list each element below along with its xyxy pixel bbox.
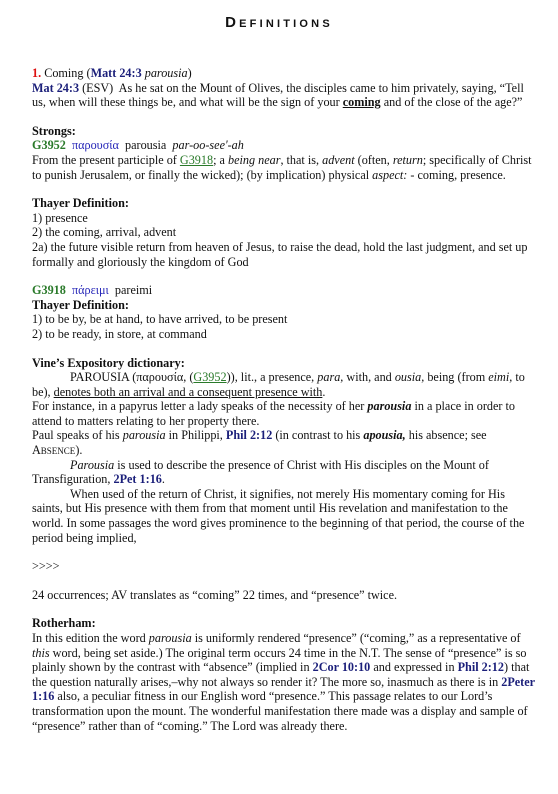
strongs-def-text: , that is, [280, 152, 320, 167]
occurrences-text: 24 occurrences; AV translates as “coming” 22 times, and “presence” twice. [32, 587, 398, 602]
strongs-def-text: ; specifically of Christ to punish Jerusalem, or finally the wicked); (by implication) physical [32, 152, 532, 182]
thayer-item: 2a) the future visible return from heaven of Jesus, to raise the dead, hold the last judgment, and set up formally and gloriously the kingdom of God [32, 239, 528, 269]
vine-paragraph-1 [32, 370, 538, 399]
vine-text: is used to describe the presence of Christ with His disciples on the Mount of Transfiguration, [32, 457, 489, 487]
vine-italic: para, [317, 370, 344, 385]
vine-paragraph-4 [32, 458, 538, 487]
vine-italic: eimi, [488, 370, 513, 385]
thayer-item: 2) the coming, arrival, advent [32, 225, 177, 240]
rotherham-link-2cor[interactable]: 2Cor 10:10 [312, 660, 371, 675]
vine-bold-italic: parousia [367, 399, 412, 414]
vine-text: to be), [32, 370, 525, 399]
vine-paragraph-5: When used of the return of Christ, it signifies, not merely His momentary coming for His saints, but His presence with them from that moment until His revelation and manifestation to the world. In some passages the word gives prominence to the beginning of that period, the course of the period being implied, [32, 486, 525, 545]
vine-heading: Vine’s Expository dictionary: [32, 355, 185, 370]
strongs-def-italic: return [392, 152, 423, 167]
strongs2-number: G3918 [32, 283, 66, 298]
vine-link-2pet[interactable]: 2Pet 1:16 [113, 472, 162, 487]
vine-text: being (from [427, 370, 486, 385]
strongs-def-italic: aspect: [372, 167, 408, 182]
vine-italic: parousia [122, 428, 166, 443]
verse-part-b: and of the close of the age?” [383, 95, 523, 110]
vine-paragraph-3 [32, 428, 538, 457]
vine-text: . [161, 472, 165, 487]
vine-text: in Philippi, [168, 428, 223, 443]
strongs-def-text: - coming, presence. [410, 167, 506, 182]
thayer2-item: 2) to be ready, in store, at command [32, 326, 207, 341]
entry-line: 1. Coming (Matt 24:3 parousia) [32, 66, 192, 80]
vine-text: (in contrast to his [275, 428, 361, 443]
strongs2-greek: πάρειμι [71, 283, 109, 298]
thayer2-heading: Thayer Definition: [32, 297, 129, 312]
rotherham-italic: parousia [148, 631, 192, 645]
vine-text: , ( [183, 370, 194, 385]
vine-link-phil[interactable]: Phil 2:12 [225, 428, 273, 443]
verse-ref-link[interactable]: Mat 24:3 [32, 80, 80, 95]
vine-greek: παρουσία [136, 370, 184, 385]
verse-text [32, 81, 538, 110]
vine-text: PAROUSIA ( [70, 370, 137, 385]
vine-text: )), lit., a presence, [226, 370, 315, 385]
entry-ref-link[interactable]: Matt 24:3 [90, 66, 142, 80]
verse-keyword: coming [342, 95, 381, 110]
vine-link-g3952[interactable]: G3952 [193, 370, 227, 385]
page-title: Definitions [225, 14, 333, 31]
vine-underlined: denotes both an arrival and a consequent presence with [53, 384, 323, 399]
thayer2-item: 1) to be by, be at hand, to have arrived, to be present [32, 312, 288, 327]
strongs-heading: Strongs: [32, 123, 76, 138]
rotherham-text: also, a peculiar fitness in our English word “presence.” This passage relates to our Lord’s transformation upon the mount. The wonderful manifestation there made was a display and sample of “presence” rather than of “coming.” The Lord was already there. [32, 689, 528, 733]
strongs-def-text: (often, [357, 152, 390, 167]
vine-paragraph-2 [32, 399, 538, 428]
rotherham-text: and expressed in [373, 660, 455, 675]
rotherham-text: word, being set aside.) The original term occurs 24 time in the N.T. The sense of “presence” is so plainly shown by the contrast with “absence” (implied in [32, 645, 527, 675]
vine-text: Paul speaks of his [32, 428, 120, 443]
thayer-item: 1) presence [32, 210, 88, 225]
strongs-def-text: ; a [213, 152, 225, 167]
strongs-def-text: From the present participle of [32, 152, 177, 167]
document-body [32, 66, 538, 733]
strongs-line [32, 138, 538, 153]
entry-greek: parousia [144, 66, 188, 80]
strongs-def-italic: advent [322, 152, 355, 167]
vine-bold-italic: apousia, [363, 428, 406, 443]
strongs-translit: parousia [125, 138, 167, 153]
rotherham-paragraph [32, 631, 538, 733]
thayer-heading: Thayer Definition: [32, 196, 129, 211]
verse-part-a: As he sat on the Mount of Olives, the disciples came to him privately, saying, “Tell us, when will these things be, and what will be the sign of your [32, 80, 524, 110]
strongs-greek: παρουσία [71, 138, 119, 153]
vine-small-caps: Absence [32, 443, 76, 458]
vine-text: . [322, 384, 326, 399]
vine-text: with, and [346, 370, 392, 385]
rotherham-link-phil[interactable]: Phil 2:12 [457, 660, 504, 675]
strongs-definition [32, 153, 538, 182]
more-link[interactable]: >>>> [32, 559, 60, 574]
strongs-pronunciation: par-oo-see'-ah [172, 138, 244, 153]
vine-italic: Parousia [70, 457, 115, 472]
vine-text: his absence; see [408, 428, 487, 443]
strongs-link-g3918[interactable]: G3918 [179, 152, 214, 167]
entry-number: 1. [32, 66, 42, 80]
rotherham-link-2peter[interactable]: 2Peter 1:16 [32, 674, 535, 704]
entry-term: Coming [44, 66, 84, 80]
rotherham-text: In this edition the word [32, 631, 146, 645]
verse-version: (ESV) [82, 80, 114, 95]
strongs-number: G3952 [32, 138, 66, 153]
vine-text: ). [75, 443, 83, 458]
vine-text: For instance, in a papyrus letter a lady speaks of the necessity of her [32, 399, 365, 414]
rotherham-italic: this [32, 645, 50, 660]
vine-italic: ousia, [394, 370, 425, 385]
strongs2-translit: pareimi [114, 283, 153, 298]
strongs-def-italic: being near [227, 152, 281, 167]
vine-text: in a place in order to attend to matters relating to her property there. [32, 399, 515, 428]
rotherham-text: ) that the question naturally arises,–why not always so render it? The more so, inasmuch as there is in [32, 660, 530, 689]
rotherham-heading: Rotherham: [32, 616, 96, 631]
rotherham-text: is uniformly rendered “presence” (“coming,” as a representative of [194, 631, 521, 645]
strongs2-line [32, 283, 538, 298]
